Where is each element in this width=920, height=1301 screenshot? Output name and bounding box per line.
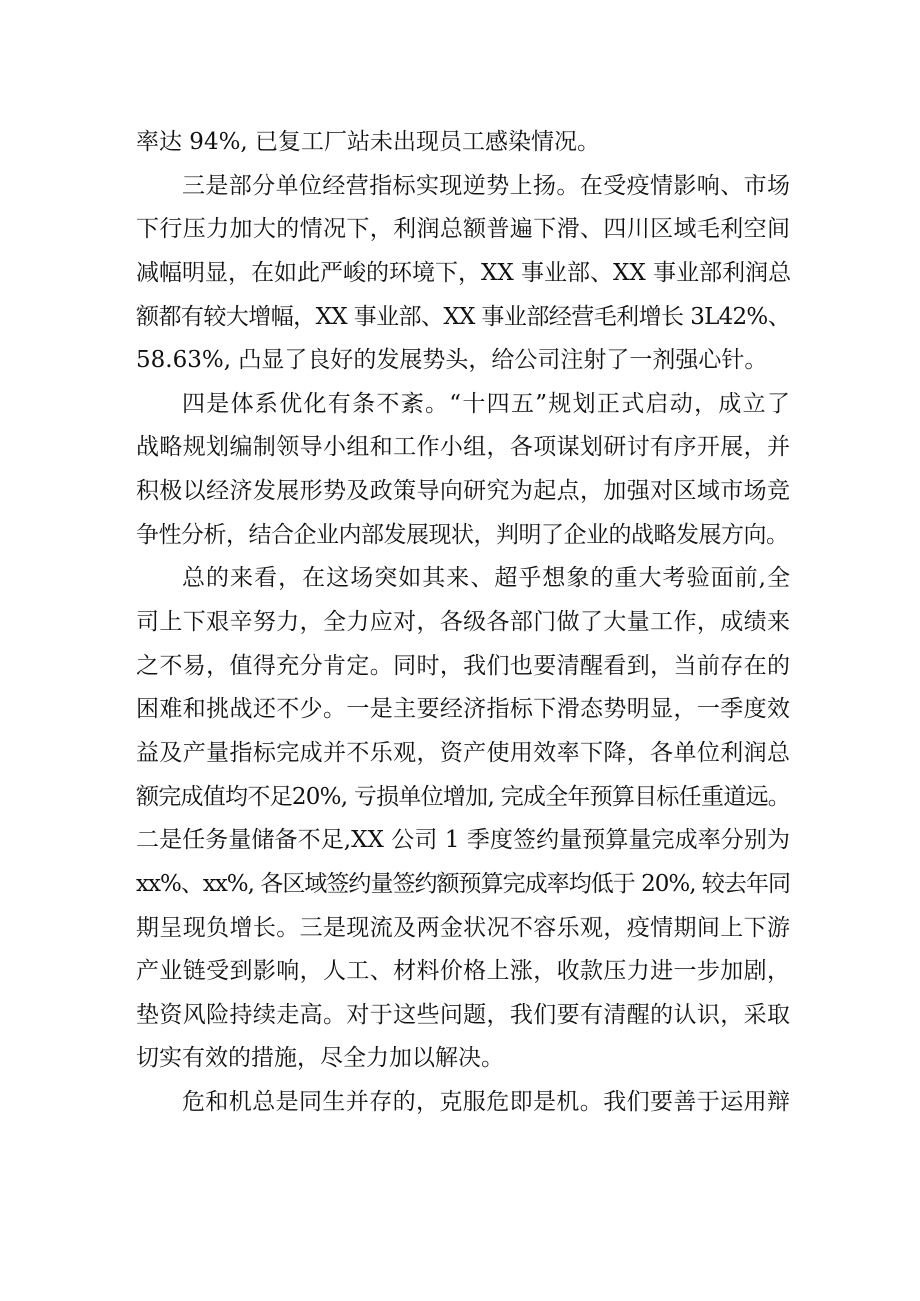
paragraph-line: 额完成值均不足20%, 亏损单位增加, 完成全年预算目标任重道远。 [136, 783, 790, 810]
paragraph-line: 四是体系优化有条不紊。“十四五”规划正式启动，成立了 [182, 390, 790, 417]
paragraph-line: 之不易，值得充分肯定。同时，我们也要清醒看到，当前存在的 [136, 652, 790, 679]
paragraph-line: 司上下艰辛努力，全力应对，各级各部门做了大量工作，成绩来 [136, 609, 790, 636]
paragraph-line: 产业链受到影响，人工、材料价格上涨，收款压力进一步加剧， [136, 958, 790, 985]
paragraph-line: 减幅明显，在如此严峻的环境下，XX 事业部、XX 事业部利润总 [136, 259, 792, 286]
paragraph-line: 三是部分单位经营指标实现逆势上扬。在受疫情影响、市场 [182, 172, 790, 199]
paragraph-line: 困难和挑战还不少。一是主要经济指标下滑态势明显，一季度效 [136, 696, 790, 723]
paragraph-line: 下行压力加大的情况下，利润总额普遍下滑、四川区域毛利空间 [136, 216, 790, 243]
paragraph-line: 垫资风险持续走高。对于这些问题，我们要有清醒的认识，采取 [136, 1001, 790, 1028]
paragraph-line: 率达 94%, 已复工厂站未出现员工感染情况。 [136, 129, 601, 155]
paragraph-line: 额都有较大增幅，XX 事业部、XX 事业部经营毛利增长 3L42%、 [136, 303, 790, 330]
paragraph-line: 战略规划编制领导小组和工作小组，各项谋划研讨有序开展，并 [136, 434, 790, 461]
paragraph-line: 期呈现负增长。三是现流及两金状况不容乐观，疫情期间上下游 [136, 914, 790, 941]
paragraph-line: 益及产量指标完成并不乐观，资产使用效率下降，各单位利润总 [136, 739, 790, 766]
paragraph-line: 切实有效的措施，尽全力加以解决。 [136, 1045, 504, 1072]
document-body [136, 121, 790, 1125]
paragraph-line: 总的来看，在这场突如其来、超乎想象的重大考验面前,全 [182, 565, 790, 592]
paragraph-line: xx%、xx%, 各区域签约量签约额预算完成率均低于 20%, 较去年同 [136, 870, 790, 897]
paragraph-line: 58.63%, 凸显了良好的发展势头，给公司注射了一剂强心针。 [136, 347, 768, 374]
paragraph-line: 积极以经济发展形势及政策导向研究为起点，加强对区域市场竞 [136, 478, 790, 505]
paragraph-line: 二是任务量储备不足,XX 公司 1 季度签约量预算量完成率分别为 [136, 827, 790, 854]
paragraph-line: 危和机总是同生并存的，克服危即是机。我们要善于运用辩 [182, 1089, 790, 1116]
paragraph-line: 争性分析，结合企业内部发展现状，判明了企业的战略发展方向。 [136, 521, 789, 548]
